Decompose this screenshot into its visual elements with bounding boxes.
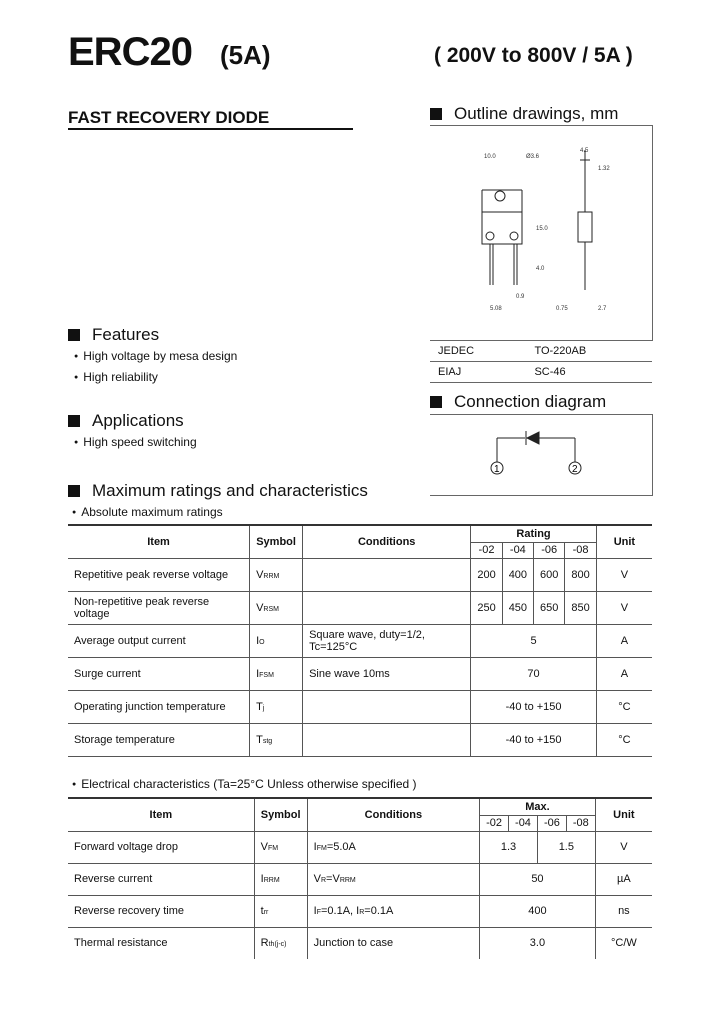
features-heading: Features (68, 325, 159, 345)
dim-label: 10.0 (484, 154, 496, 160)
part-number: ERC20 (68, 30, 192, 74)
dim-label: Ø3.6 (526, 154, 540, 160)
table-row: Storage temperature Tstg -40 to +150 °C (68, 723, 652, 756)
dim-label: 0.9 (516, 294, 525, 300)
pin-2-label: 2 (572, 464, 578, 475)
table-row: Surge current IFSM Sine wave 10ms 70 A (68, 657, 652, 690)
product-rule (68, 128, 353, 130)
table-row: Reverse current IRRM VR=VRRM 50 µA (68, 863, 652, 895)
table-row: JEDEC TO-220AB (430, 341, 652, 362)
current-rating: (5A) (220, 40, 271, 70)
table-row: Forward voltage drop VFM IFM=5.0A 1.3 1.5 V (68, 831, 652, 863)
square-bullet-icon (430, 396, 442, 408)
front-view (482, 190, 522, 285)
applications-heading: Applications (68, 411, 184, 431)
electrical-table: Item Symbol Conditions Max. Unit -02 -04 -06 -08 Forward voltage drop VFM IFM=5.0A 1.3 1.5 V Reverse current IRRM VR=VRRM 50 µA Reverse recovery time trr IF=0.1A, IR=0.1A 400 ns Thermal resistance Rth(j-c) Junction to case 3.0 °C/W (68, 797, 652, 959)
product-type: FAST RECOVERY DIODE (68, 108, 270, 127)
square-bullet-icon (68, 329, 80, 341)
table-row: EIAJ SC-46 (430, 362, 652, 383)
abs-max-subheading: ● Absolute maximum ratings (72, 505, 223, 519)
table-row: Repetitive peak reverse voltage VRRM 200 400 600 800 V (68, 558, 652, 591)
dim-label: 5.08 (490, 306, 502, 312)
outline-drawing (480, 140, 620, 330)
square-bullet-icon (68, 415, 80, 427)
dim-label: 2.7 (598, 306, 607, 312)
dim-label: 4.0 (536, 266, 545, 272)
max-ratings-heading: Maximum ratings and characteristics (68, 481, 368, 501)
pin-1-label: 1 (494, 464, 500, 475)
dim-label: 0.75 (556, 306, 568, 312)
electrical-subheading: ● Electrical characteristics (Ta=25°C Unless otherwise specified ) (72, 777, 417, 791)
list-item: ● High reliability (74, 370, 158, 384)
diode-symbol (485, 428, 585, 483)
list-item: ● High voltage by mesa design (74, 349, 237, 363)
side-view (578, 150, 592, 290)
dim-label: 1.32 (598, 166, 610, 172)
outline-heading: Outline drawings, mm (430, 104, 618, 124)
square-bullet-icon (68, 485, 80, 497)
table-row: Average output current IO Square wave, duty=1/2, Tc=125°C 5 A (68, 624, 652, 657)
max-ratings-table: Item Symbol Conditions Rating Unit -02 -04 -06 -08 Repetitive peak reverse voltage VRRM 200 400 600 800 V Non-repetitive peak reverse voltage VRSM 250 450 650 850 V Average output current IO Square wave, duty=1/2, Tc=125°C 5 A Surge current IFSM Sine wave 10ms 70 A Operating junction temperature Tj -40 to +150 °C Storage temperature Tstg -40 to +150 °C (68, 524, 652, 757)
dim-label: 4.5 (580, 148, 589, 154)
table-row: Operating junction temperature Tj -40 to +150 °C (68, 690, 652, 723)
connection-heading: Connection diagram (430, 392, 606, 412)
dim-label: 15.0 (536, 226, 548, 232)
table-row: Reverse recovery time trr IF=0.1A, IR=0.1A 400 ns (68, 895, 652, 927)
package-table (430, 340, 652, 383)
square-bullet-icon (430, 108, 442, 120)
table-row: Thermal resistance Rth(j-c) Junction to case 3.0 °C/W (68, 927, 652, 959)
table-row: Non-repetitive peak reverse voltage VRSM 250 450 650 850 V (68, 591, 652, 624)
list-item: ● High speed switching (74, 435, 197, 449)
voltage-range: ( 200V to 800V / 5A ) (434, 44, 633, 67)
